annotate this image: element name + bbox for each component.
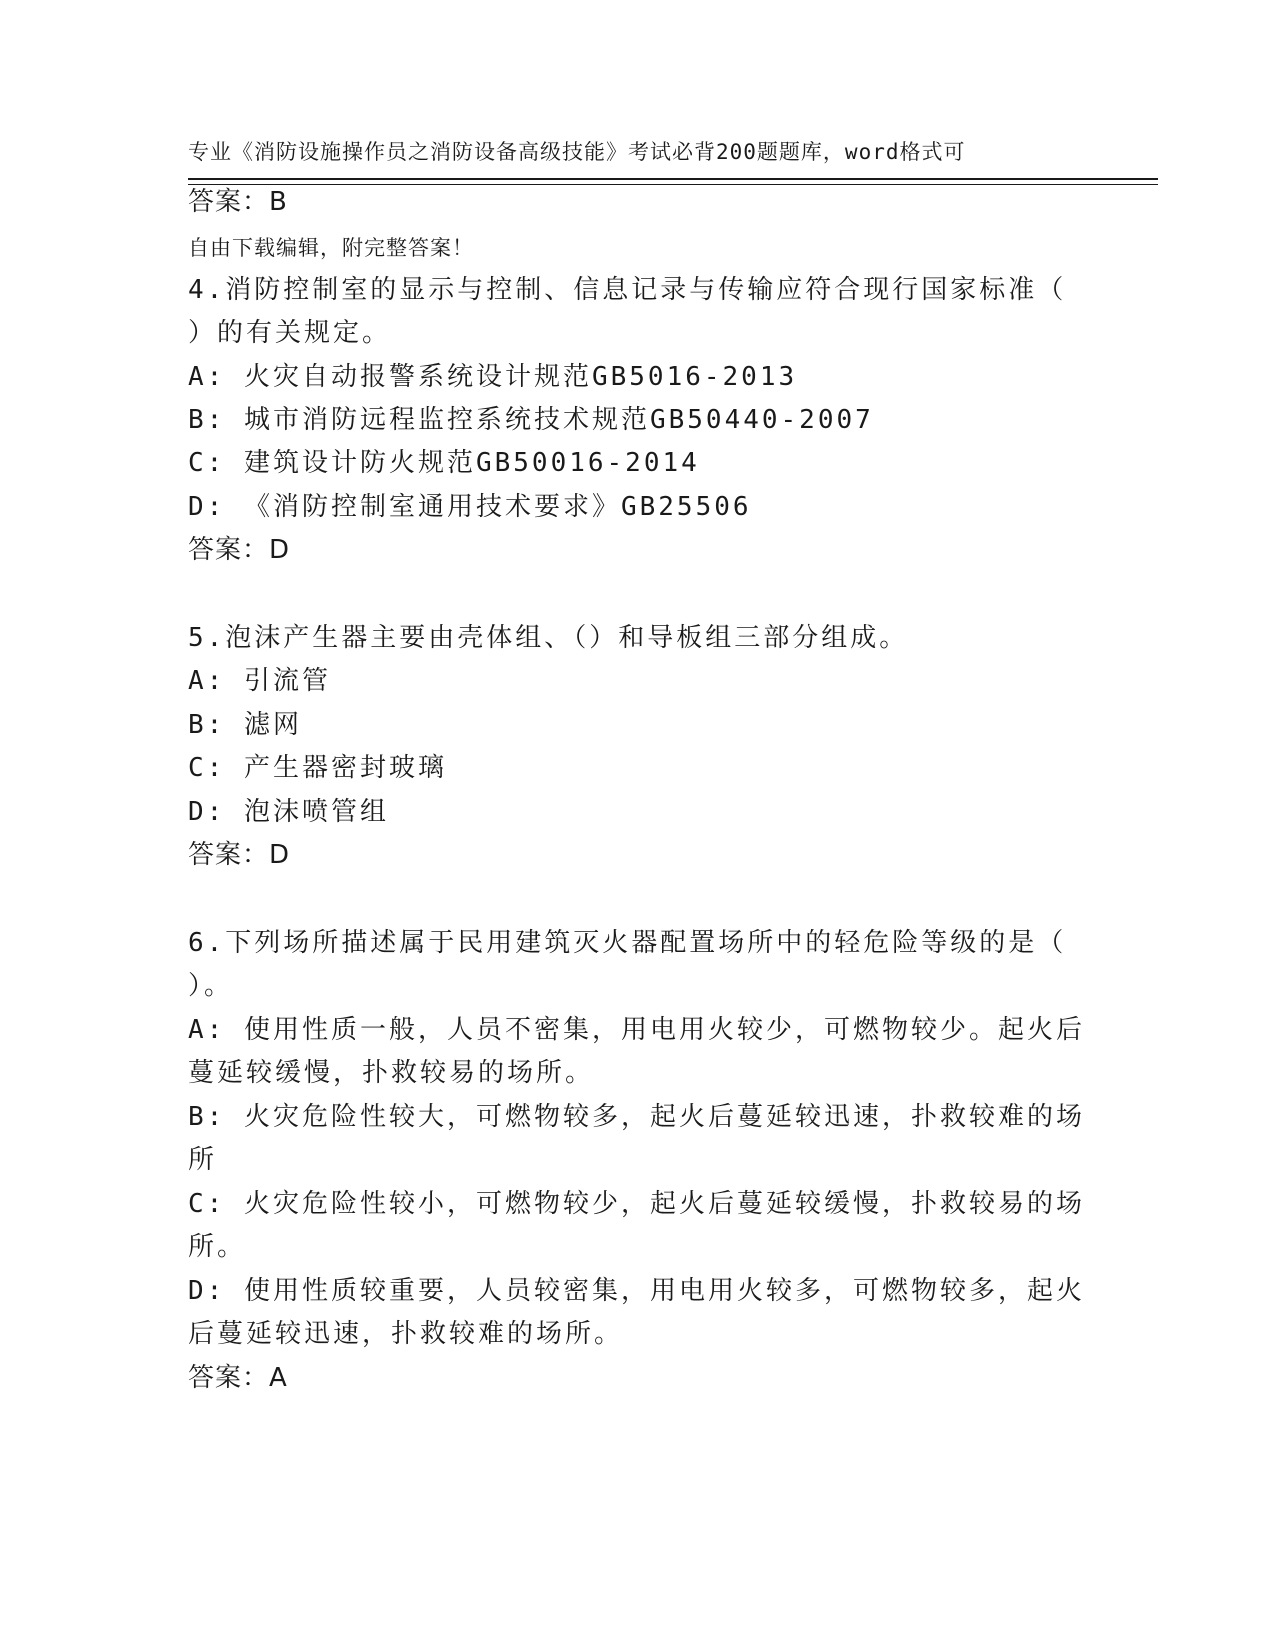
question-6-option-a-line-1: A: 使用性质一般，人员不密集，用电用火较少，可燃物较少。起火后: [188, 1015, 1085, 1045]
question-4-option-b: B: 城市消防远程监控系统技术规范GB50440-2007: [188, 405, 874, 435]
question-6-option-c-line-1: C: 火灾危险性较小，可燃物较少，起火后蔓延较缓慢，扑救较易的场: [188, 1189, 1085, 1219]
question-6-option-b-line-1: B: 火灾危险性较大，可燃物较多，起火后蔓延较迅速，扑救较难的场: [188, 1102, 1085, 1132]
question-5-answer: 答案：D: [188, 840, 291, 870]
question-6-option-d-line-1: D: 使用性质较重要，人员较密集，用电用火较多，可燃物较多，起火: [188, 1276, 1085, 1306]
question-6-stem-line-1: 6.下列场所描述属于民用建筑灭火器配置场所中的轻危险等级的是（: [188, 928, 1067, 958]
header-line-1: 专业《消防设施操作员之消防设备高级技能》考试必背200题题库，word格式可: [188, 140, 966, 164]
question-5-option-d: D: 泡沫喷管组: [188, 797, 389, 827]
question-5-stem: 5.泡沫产生器主要由壳体组、（）和导板组三部分组成。: [188, 623, 909, 653]
question-6-option-d-line-2: 后蔓延较迅速，扑救较难的场所。: [188, 1319, 624, 1349]
question-6-stem-line-2: ）。: [188, 971, 234, 1001]
header-rule-thin: [188, 184, 1158, 185]
answer-previous: 答案：B: [188, 187, 288, 217]
question-4-stem-line-2: ）的有关规定。: [188, 318, 392, 348]
question-6-option-a-line-2: 蔓延较缓慢，扑救较易的场所。: [188, 1058, 595, 1088]
header-line-2: 自由下载编辑，附完整答案！: [188, 236, 474, 260]
question-4-answer: 答案：D: [188, 535, 291, 565]
question-6-option-c-line-2: 所。: [188, 1232, 247, 1262]
question-5-option-a: A: 引流管: [188, 666, 331, 696]
header-rule-thick: [188, 178, 1158, 180]
question-4-option-c: C: 建筑设计防火规范GB50016-2014: [188, 448, 700, 478]
question-6-answer: 答案：A: [188, 1363, 288, 1393]
question-4-option-a: A: 火灾自动报警系统设计规范GB5016-2013: [188, 362, 798, 392]
question-5-option-c: C: 产生器密封玻璃: [188, 753, 447, 783]
question-4-option-d: D: 《消防控制室通用技术要求》GB25506: [188, 492, 752, 522]
question-4-stem-line-1: 4.消防控制室的显示与控制、信息记录与传输应符合现行国家标准（: [188, 275, 1067, 305]
question-5-option-b: B: 滤网: [188, 710, 302, 740]
question-6-option-b-line-2: 所: [188, 1145, 218, 1175]
